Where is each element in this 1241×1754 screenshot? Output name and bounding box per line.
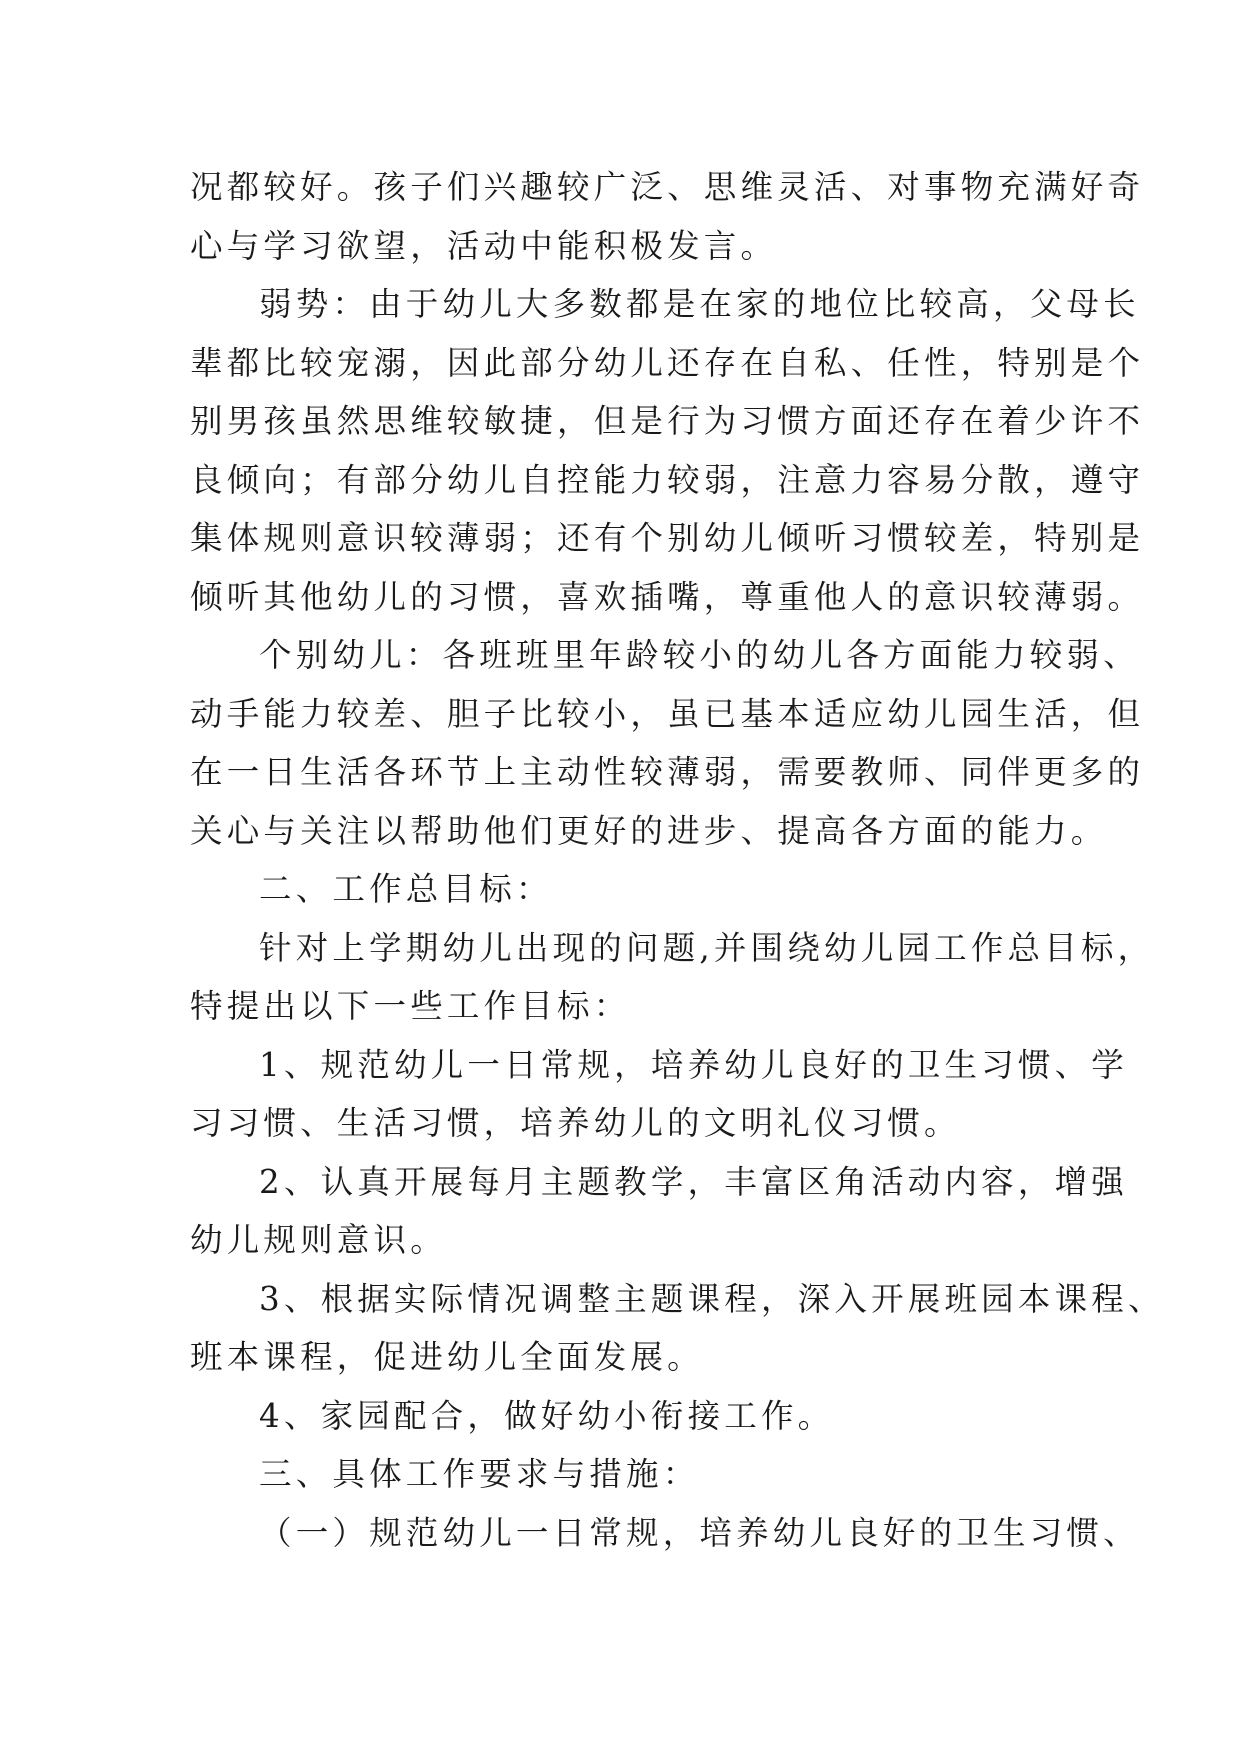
text-line: 2、认真开展每月主题教学，丰富区角活动内容，增强 <box>259 1162 1128 1201</box>
text-line: 别男孩虽然思维较敏捷，但是行为习惯方面还存在着少许不 <box>190 402 1145 440</box>
text-line: 三、具体工作要求与措施： <box>259 1455 700 1493</box>
text-line: 良倾向；有部分幼儿自控能力较弱，注意力容易分散，遵守 <box>190 460 1145 499</box>
document-body <box>190 158 1165 1562</box>
text-line: 特提出以下一些工作目标： <box>190 987 631 1025</box>
text-line: 针对上学期幼儿出现的问题,并围绕幼儿园工作总目标， <box>259 928 1155 967</box>
text-line: 班本课程，促进幼儿全面发展。 <box>190 1338 704 1376</box>
text-line: （一）规范幼儿一日常规，培养幼儿良好的卫生习惯、 <box>259 1513 1140 1552</box>
text-line: 动手能力较差、胆子比较小，虽已基本适应幼儿园生活，但 <box>190 694 1145 733</box>
text-line: 3、根据实际情况调整主题课程，深入开展班园本课程、 <box>259 1279 1165 1318</box>
text-line: 倾听其他幼儿的习惯，喜欢插嘴，尊重他人的意识较薄弱。 <box>190 577 1145 616</box>
text-line: 在一日生活各环节上主动性较薄弱，需要教师、同伴更多的 <box>190 753 1145 791</box>
text-line: 心与学习欲望，活动中能积极发言。 <box>190 226 778 265</box>
text-line: 4、家园配合，做好幼小衔接工作。 <box>259 1396 835 1435</box>
text-line: 关心与关注以帮助他们更好的进步、提高各方面的能力。 <box>190 811 1108 850</box>
text-line: 幼儿规则意识。 <box>190 1221 447 1259</box>
text-line: 1、规范幼儿一日常规，培养幼儿良好的卫生习惯、学 <box>259 1045 1128 1084</box>
text-line: 况都较好。孩子们兴趣较广泛、思维灵活、对事物充满好奇 <box>190 168 1145 206</box>
text-line: 辈都比较宠溺，因此部分幼儿还存在自私、任性，特别是个 <box>190 343 1145 382</box>
text-line: 习习惯、生活习惯，培养幼儿的文明礼仪习惯。 <box>190 1104 961 1142</box>
text-line: 弱势：由于幼儿大多数都是在家的地位比较高，父母长 <box>259 285 1140 323</box>
text-line: 二、工作总目标： <box>259 870 553 908</box>
text-line: 集体规则意识较薄弱；还有个别幼儿倾听习惯较差，特别是 <box>190 519 1145 557</box>
text-line: 个别幼儿：各班班里年龄较小的幼儿各方面能力较弱、 <box>259 636 1140 674</box>
